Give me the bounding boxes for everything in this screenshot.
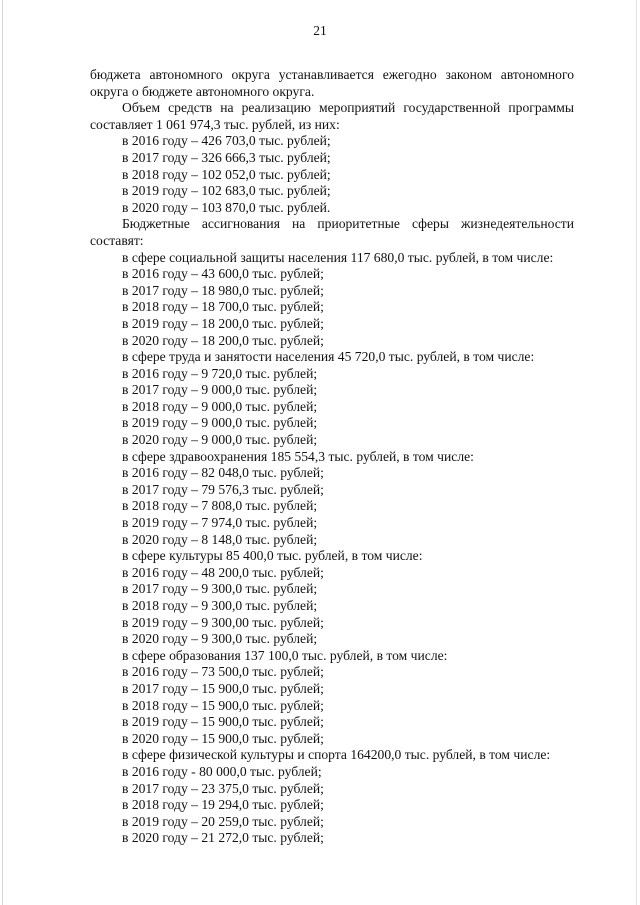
text-line: в сфере социальной защиты населения 117 680,0 тыс. рублей, в том числе: xyxy=(122,249,554,265)
text-line: в 2019 году – 9 300,00 тыс. рублей; xyxy=(122,614,324,630)
text-line: в 2020 году – 21 272,0 тыс. рублей; xyxy=(122,830,324,846)
text-line: в сфере физической культуры и спорта 164200,0 тыс. рублей, в том числе: xyxy=(122,747,551,763)
text-line: в 2016 году – 73 500,0 тыс. рублей; xyxy=(122,664,324,680)
text-line: в 2019 году – 15 900,0 тыс. рублей; xyxy=(122,714,324,730)
text-line: в сфере труда и занятости населения 45 720,0 тыс. рублей, в том числе: xyxy=(122,349,535,365)
text-line: в 2017 году – 9 300,0 тыс. рублей; xyxy=(122,581,318,597)
text-line: в 2017 году – 15 900,0 тыс. рублей; xyxy=(122,680,324,696)
text-line: в 2017 году – 9 000,0 тыс. рублей; xyxy=(122,382,318,398)
text-line: в 2020 году – 9 000,0 тыс. рублей; xyxy=(122,432,318,448)
text-line: в 2016 году – 43 600,0 тыс. рублей; xyxy=(122,266,324,282)
text-line: составят: xyxy=(90,232,144,248)
text-line: в 2019 году – 102 683,0 тыс. рублей; xyxy=(122,183,331,199)
scan-edge-right xyxy=(636,0,637,905)
scan-edge-left xyxy=(2,0,3,905)
text-line: в 2018 году – 19 294,0 тыс. рублей; xyxy=(122,797,324,813)
text-line: в 2020 году – 8 148,0 тыс. рублей; xyxy=(122,531,318,547)
text-line: в сфере здравоохранения 185 554,3 тыс. рублей, в том числе: xyxy=(122,448,474,464)
text-line: в 2017 году – 79 576,3 тыс. рублей; xyxy=(122,481,324,497)
text-line: в 2019 году – 20 259,0 тыс. рублей; xyxy=(122,813,324,829)
text-line: в 2018 году – 15 900,0 тыс. рублей; xyxy=(122,697,324,713)
text-line: в 2017 году – 326 666,3 тыс. рублей; xyxy=(122,149,331,165)
page-number: 21 xyxy=(313,23,327,38)
text-line: в 2019 году – 18 200,0 тыс. рублей; xyxy=(122,315,324,331)
text-line: в 2016 году – 82 048,0 тыс. рублей; xyxy=(122,465,324,481)
text-line: в 2018 году – 18 700,0 тыс. рублей; xyxy=(122,299,324,315)
text-line: в 2020 году – 9 300,0 тыс. рублей; xyxy=(122,631,318,647)
text-line: в 2016 году - 80 000,0 тыс. рублей; xyxy=(122,763,322,779)
text-line: Объем средств на реализацию мероприятий государственной программы xyxy=(122,100,574,116)
text-line: в 2019 году – 7 974,0 тыс. рублей; xyxy=(122,515,318,531)
text-line: в 2020 году – 18 200,0 тыс. рублей; xyxy=(122,332,324,348)
body-text xyxy=(90,67,574,847)
text-line: в 2016 году – 9 720,0 тыс. рублей; xyxy=(122,365,318,381)
text-line: Бюджетные ассигнования на приоритетные сферы жизнедеятельности xyxy=(122,216,574,232)
text-line: в 2017 году – 18 980,0 тыс. рублей; xyxy=(122,282,324,298)
text-line: в 2018 году – 102 052,0 тыс. рублей; xyxy=(122,166,331,182)
text-line: в сфере культуры 85 400,0 тыс. рублей, в том числе: xyxy=(122,548,423,564)
text-line: в 2016 году – 426 703,0 тыс. рублей; xyxy=(122,133,331,149)
text-line: бюджета автономного округа устанавливается ежегодно законом автономного xyxy=(90,67,574,82)
text-line: в 2020 году – 103 870,0 тыс. рублей. xyxy=(122,199,331,215)
text-line: в 2019 году – 9 000,0 тыс. рублей; xyxy=(122,415,318,431)
text-line: в 2018 году – 9 000,0 тыс. рублей; xyxy=(122,398,318,414)
text-line: в 2018 году – 7 808,0 тыс. рублей; xyxy=(122,498,318,514)
text-line: в 2018 году – 9 300,0 тыс. рублей; xyxy=(122,598,318,613)
text-line: в сфере образования 137 100,0 тыс. рублей, в том числе: xyxy=(122,647,448,663)
text-line: составляет 1 061 974,3 тыс. рублей, из них: xyxy=(90,116,340,132)
text-line: в 2016 году – 48 200,0 тыс. рублей; xyxy=(122,564,324,580)
text-line: в 2020 году – 15 900,0 тыс. рублей; xyxy=(122,730,324,746)
text-line: в 2017 году – 23 375,0 тыс. рублей; xyxy=(122,780,324,796)
text-line: округа о бюджете автономного округа. xyxy=(90,83,315,99)
